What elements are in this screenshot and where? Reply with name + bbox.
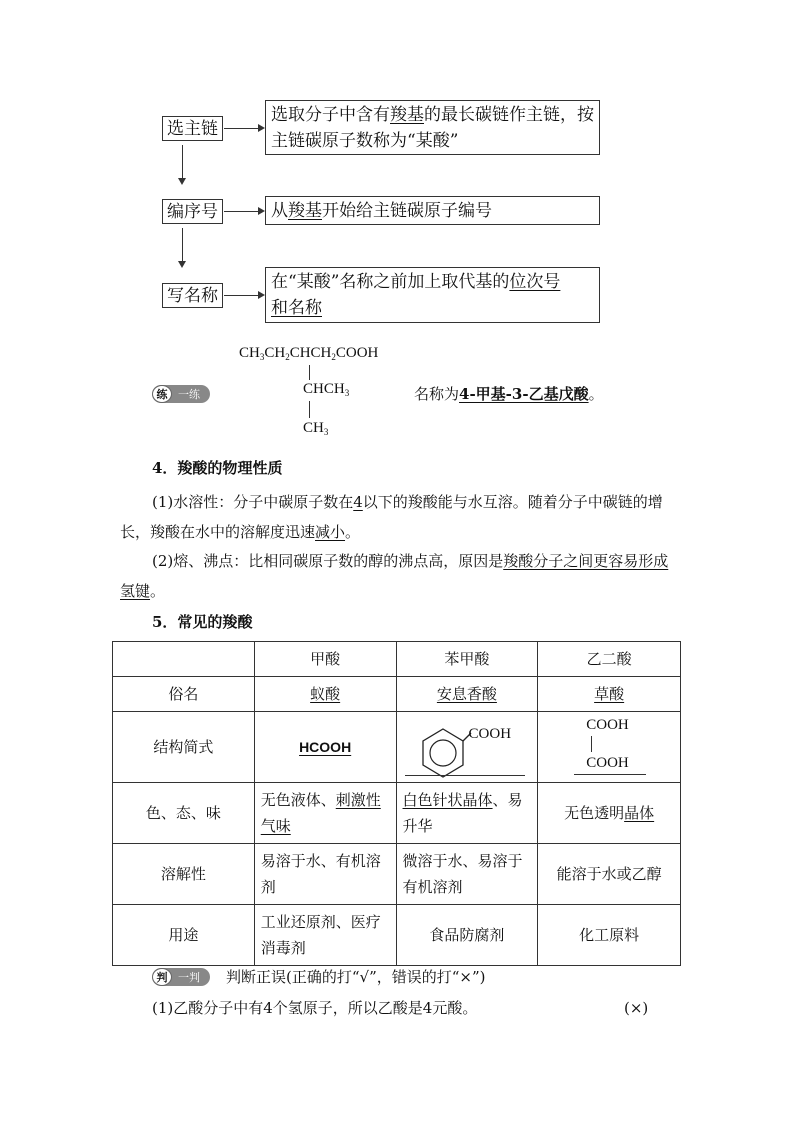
table-row xyxy=(113,905,681,966)
table-cell: 无色液体、刺激性气味 xyxy=(254,783,396,844)
judge-instruction: 判断正误(正确的打“√”，错误的打“×”) xyxy=(226,968,486,986)
judge-item-1: (1)乙酸分子中有4个氢原子，所以乙酸是4元酸。 xyxy=(152,999,478,1017)
flow-step-write-name: 写名称 xyxy=(162,283,223,308)
arrow-right-icon xyxy=(258,207,265,215)
table-header-row xyxy=(113,642,681,677)
table-cell: 化工原料 xyxy=(538,905,681,966)
table-row xyxy=(113,712,681,783)
section4-paragraph-2: (2)熔、沸点：比相同碳原子数的醇的沸点高，原因是羧酸分子之间更容易形成氢键。 xyxy=(120,552,669,600)
row-label: 色、态、味 xyxy=(113,783,255,844)
arrow-right-icon xyxy=(258,124,265,132)
carboxylic-acids-table xyxy=(112,641,681,966)
table-cell: HCOOH xyxy=(254,712,396,783)
flow-arrow-line xyxy=(224,211,260,212)
table-header-cell: 苯甲酸 xyxy=(396,642,538,677)
bond-line xyxy=(309,365,310,380)
row-label: 结构简式 xyxy=(113,712,255,783)
table-cell xyxy=(396,712,538,783)
table-cell: 工业还原剂、医疗消毒剂 xyxy=(254,905,396,966)
arrow-down-icon xyxy=(178,261,186,268)
table-cell: 易溶于水、有机溶剂 xyxy=(254,844,396,905)
flow-step-number: 编序号 xyxy=(162,199,223,224)
structural-formula-main-chain: $CH_3CH_2CHCH_2COOH$ xyxy=(239,345,379,362)
practice-badge-icon: 练 xyxy=(152,385,172,403)
table-header-cell: 乙二酸 xyxy=(538,642,681,677)
section5-title: 5．常见的羧酸 xyxy=(152,613,253,631)
structural-formula-branch: $CHCH_3$ xyxy=(303,381,350,398)
table-cell: 草酸 xyxy=(538,677,681,712)
section4-paragraph-1: (1)水溶性：分子中碳原子数在4以下的羧酸能与水互溶。随着分子中碳链的增长，羧酸在水中的溶解度迅速减小。 xyxy=(120,493,663,541)
table-cell: COOH COOH xyxy=(538,712,681,783)
judge-item-1-answer: (×) xyxy=(624,999,649,1017)
row-label: 俗名 xyxy=(113,677,255,712)
flow-arrow-line xyxy=(182,228,183,262)
structural-formula-methyl: $CH_3$ xyxy=(303,420,329,437)
table-cell: 蚁酸 xyxy=(254,677,396,712)
section4-title: 4．羧酸的物理性质 xyxy=(152,459,283,477)
table-cell: 无色透明晶体 xyxy=(538,783,681,844)
flow-desc-number: 从羧基开始给主链碳原子编号 xyxy=(265,196,600,225)
table-cell: 能溶于水或乙醇 xyxy=(538,844,681,905)
table-header-cell xyxy=(113,642,255,677)
row-label: 用途 xyxy=(113,905,255,966)
table-cell: 安息香酸 xyxy=(396,677,538,712)
table-row xyxy=(113,677,681,712)
row-label: 溶解性 xyxy=(113,844,255,905)
practice-badge: 练 一练 xyxy=(152,385,210,403)
table-header-cell: 甲酸 xyxy=(254,642,396,677)
practice-answer: 名称为4-甲基-3-乙基戊酸。 xyxy=(414,385,604,403)
judge-badge-icon: 判 xyxy=(152,968,172,986)
arrow-right-icon xyxy=(258,291,265,299)
flow-desc-write-name: 在“某酸”名称之前加上取代基的位次号 和名称 xyxy=(265,267,600,323)
table-cell: 白色针状晶体、易升华 xyxy=(396,783,538,844)
table-cell: 食品防腐剂 xyxy=(396,905,538,966)
bond-line xyxy=(309,401,310,418)
flow-desc-select-main-chain: 选取分子中含有羧基的最长碳链作主链，按主链碳原子数称为“某酸” xyxy=(265,100,600,155)
answer-underline xyxy=(574,774,646,775)
flow-arrow-line xyxy=(182,145,183,179)
table-row xyxy=(113,783,681,844)
table-row xyxy=(113,844,681,905)
flow-arrow-line xyxy=(224,128,260,129)
flow-arrow-line xyxy=(224,295,260,296)
answer-underline xyxy=(405,775,525,776)
practice-answer-name: 4-甲基-3-乙基戊酸 xyxy=(459,385,589,403)
benzene-ring-icon xyxy=(413,723,473,779)
table-cell: 微溶于水、易溶于有机溶剂 xyxy=(396,844,538,905)
benzoic-cooh: COOH xyxy=(468,726,512,742)
judge-badge: 判 一判 xyxy=(152,968,210,986)
arrow-down-icon xyxy=(178,178,186,185)
flow-step-select-main-chain: 选主链 xyxy=(162,116,223,141)
